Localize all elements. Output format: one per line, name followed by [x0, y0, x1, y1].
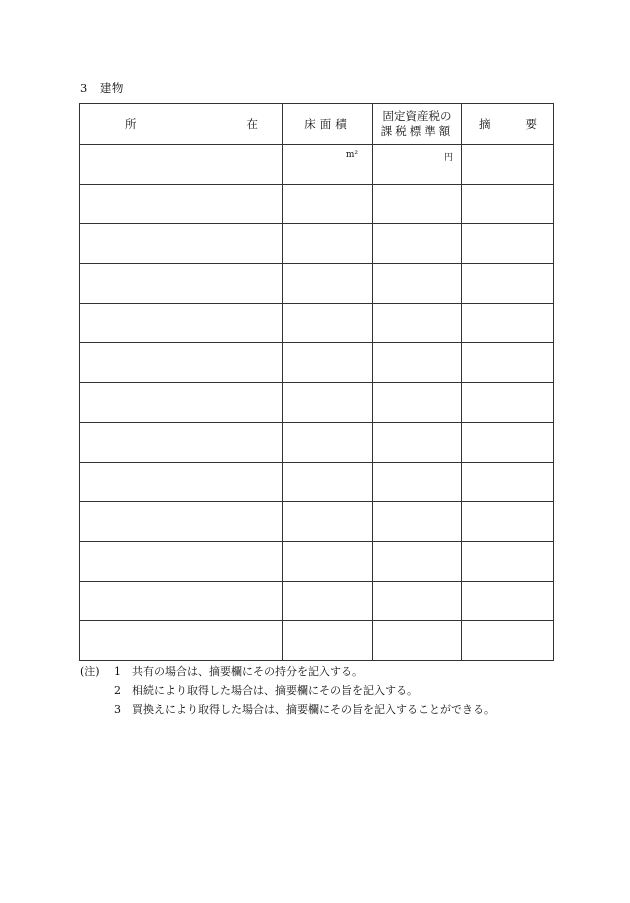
- floor-area-cell[interactable]: [283, 184, 373, 224]
- area-unit: m²: [345, 150, 358, 160]
- header-remarks-char2: 要: [525, 117, 537, 131]
- tax-base-cell[interactable]: [373, 581, 462, 621]
- note-item-1: [80, 662, 495, 681]
- yen-unit: 円: [443, 153, 453, 163]
- remarks-cell[interactable]: [462, 621, 554, 661]
- location-cell[interactable]: [80, 343, 283, 383]
- header-remarks: [462, 104, 554, 145]
- table-row: [80, 581, 554, 621]
- header-location: [80, 104, 283, 145]
- header-row: [80, 104, 554, 145]
- tax-base-cell[interactable]: [373, 462, 462, 502]
- remarks-cell[interactable]: [462, 145, 554, 185]
- floor-area-cell[interactable]: [283, 422, 373, 462]
- table-row: [80, 383, 554, 423]
- tax-base-cell[interactable]: [373, 224, 462, 264]
- floor-area-cell[interactable]: [283, 303, 373, 343]
- tax-base-cell[interactable]: [373, 541, 462, 581]
- header-floor-area-label: 床面積: [304, 117, 351, 131]
- remarks-cell[interactable]: [462, 462, 554, 502]
- remarks-cell[interactable]: [462, 581, 554, 621]
- remarks-cell[interactable]: [462, 541, 554, 581]
- tax-base-cell[interactable]: [373, 621, 462, 661]
- location-cell[interactable]: [80, 502, 283, 542]
- tax-base-cell[interactable]: [373, 422, 462, 462]
- table-row: [80, 224, 554, 264]
- tax-base-cell[interactable]: [373, 184, 462, 224]
- remarks-cell[interactable]: [462, 502, 554, 542]
- floor-area-cell[interactable]: [283, 383, 373, 423]
- floor-area-cell[interactable]: [283, 541, 373, 581]
- table-row: [80, 145, 554, 185]
- remarks-cell[interactable]: [462, 264, 554, 304]
- table-row: [80, 264, 554, 304]
- tax-base-cell[interactable]: [373, 145, 462, 185]
- header-location-char1: 所: [125, 117, 137, 131]
- note-number: 3: [114, 703, 121, 716]
- header-tax-base: [373, 104, 462, 145]
- table-row: [80, 343, 554, 383]
- header-tax-base-line1: 固定資産税の: [382, 109, 452, 123]
- remarks-cell[interactable]: [462, 383, 554, 423]
- tax-base-cell[interactable]: [373, 502, 462, 542]
- section-title: 建物: [99, 81, 124, 95]
- header-location-char2: 在: [246, 117, 258, 131]
- table-row: [80, 184, 554, 224]
- floor-area-cell[interactable]: [283, 462, 373, 502]
- remarks-cell[interactable]: [462, 184, 554, 224]
- location-cell[interactable]: [80, 264, 283, 304]
- table-row: [80, 541, 554, 581]
- note-number: 2: [114, 684, 121, 697]
- location-cell[interactable]: [80, 184, 283, 224]
- header-remarks-char1: 摘: [479, 117, 491, 131]
- location-cell[interactable]: [80, 621, 283, 661]
- tax-base-cell[interactable]: [373, 303, 462, 343]
- table-row: [80, 462, 554, 502]
- building-table: [79, 103, 554, 661]
- tax-base-cell[interactable]: [373, 383, 462, 423]
- note-item-2: [80, 681, 495, 700]
- floor-area-cell[interactable]: [283, 621, 373, 661]
- location-cell[interactable]: [80, 462, 283, 502]
- location-cell[interactable]: [80, 383, 283, 423]
- remarks-cell[interactable]: [462, 303, 554, 343]
- location-cell[interactable]: [80, 303, 283, 343]
- floor-area-cell[interactable]: [283, 224, 373, 264]
- table-row: [80, 422, 554, 462]
- location-cell[interactable]: [80, 541, 283, 581]
- floor-area-cell[interactable]: [283, 502, 373, 542]
- tax-base-cell[interactable]: [373, 343, 462, 383]
- section-heading: [80, 80, 124, 96]
- location-cell[interactable]: [80, 145, 283, 185]
- header-floor-area: [283, 104, 373, 145]
- remarks-cell[interactable]: [462, 343, 554, 383]
- note-text: 共有の場合は、摘要欄にその持分を記入する。: [132, 665, 363, 678]
- note-number: 1: [114, 665, 121, 678]
- table-row: [80, 621, 554, 661]
- location-cell[interactable]: [80, 422, 283, 462]
- table-row: [80, 502, 554, 542]
- remarks-cell[interactable]: [462, 224, 554, 264]
- note-item-3: [80, 700, 495, 719]
- tax-base-cell[interactable]: [373, 264, 462, 304]
- section-number: 3: [80, 81, 88, 95]
- note-text: 買換えにより取得した場合は、摘要欄にその旨を記入することができる。: [132, 703, 495, 716]
- floor-area-cell[interactable]: [283, 145, 373, 185]
- header-tax-base-line2: 課税標準額: [380, 124, 454, 138]
- floor-area-cell[interactable]: [283, 581, 373, 621]
- location-cell[interactable]: [80, 224, 283, 264]
- remarks-cell[interactable]: [462, 422, 554, 462]
- notes-section: [80, 662, 495, 719]
- table-row: [80, 303, 554, 343]
- floor-area-cell[interactable]: [283, 343, 373, 383]
- location-cell[interactable]: [80, 581, 283, 621]
- notes-prefix: (注): [80, 665, 100, 678]
- floor-area-cell[interactable]: [283, 264, 373, 304]
- note-text: 相続により取得した場合は、摘要欄にその旨を記入する。: [132, 684, 418, 697]
